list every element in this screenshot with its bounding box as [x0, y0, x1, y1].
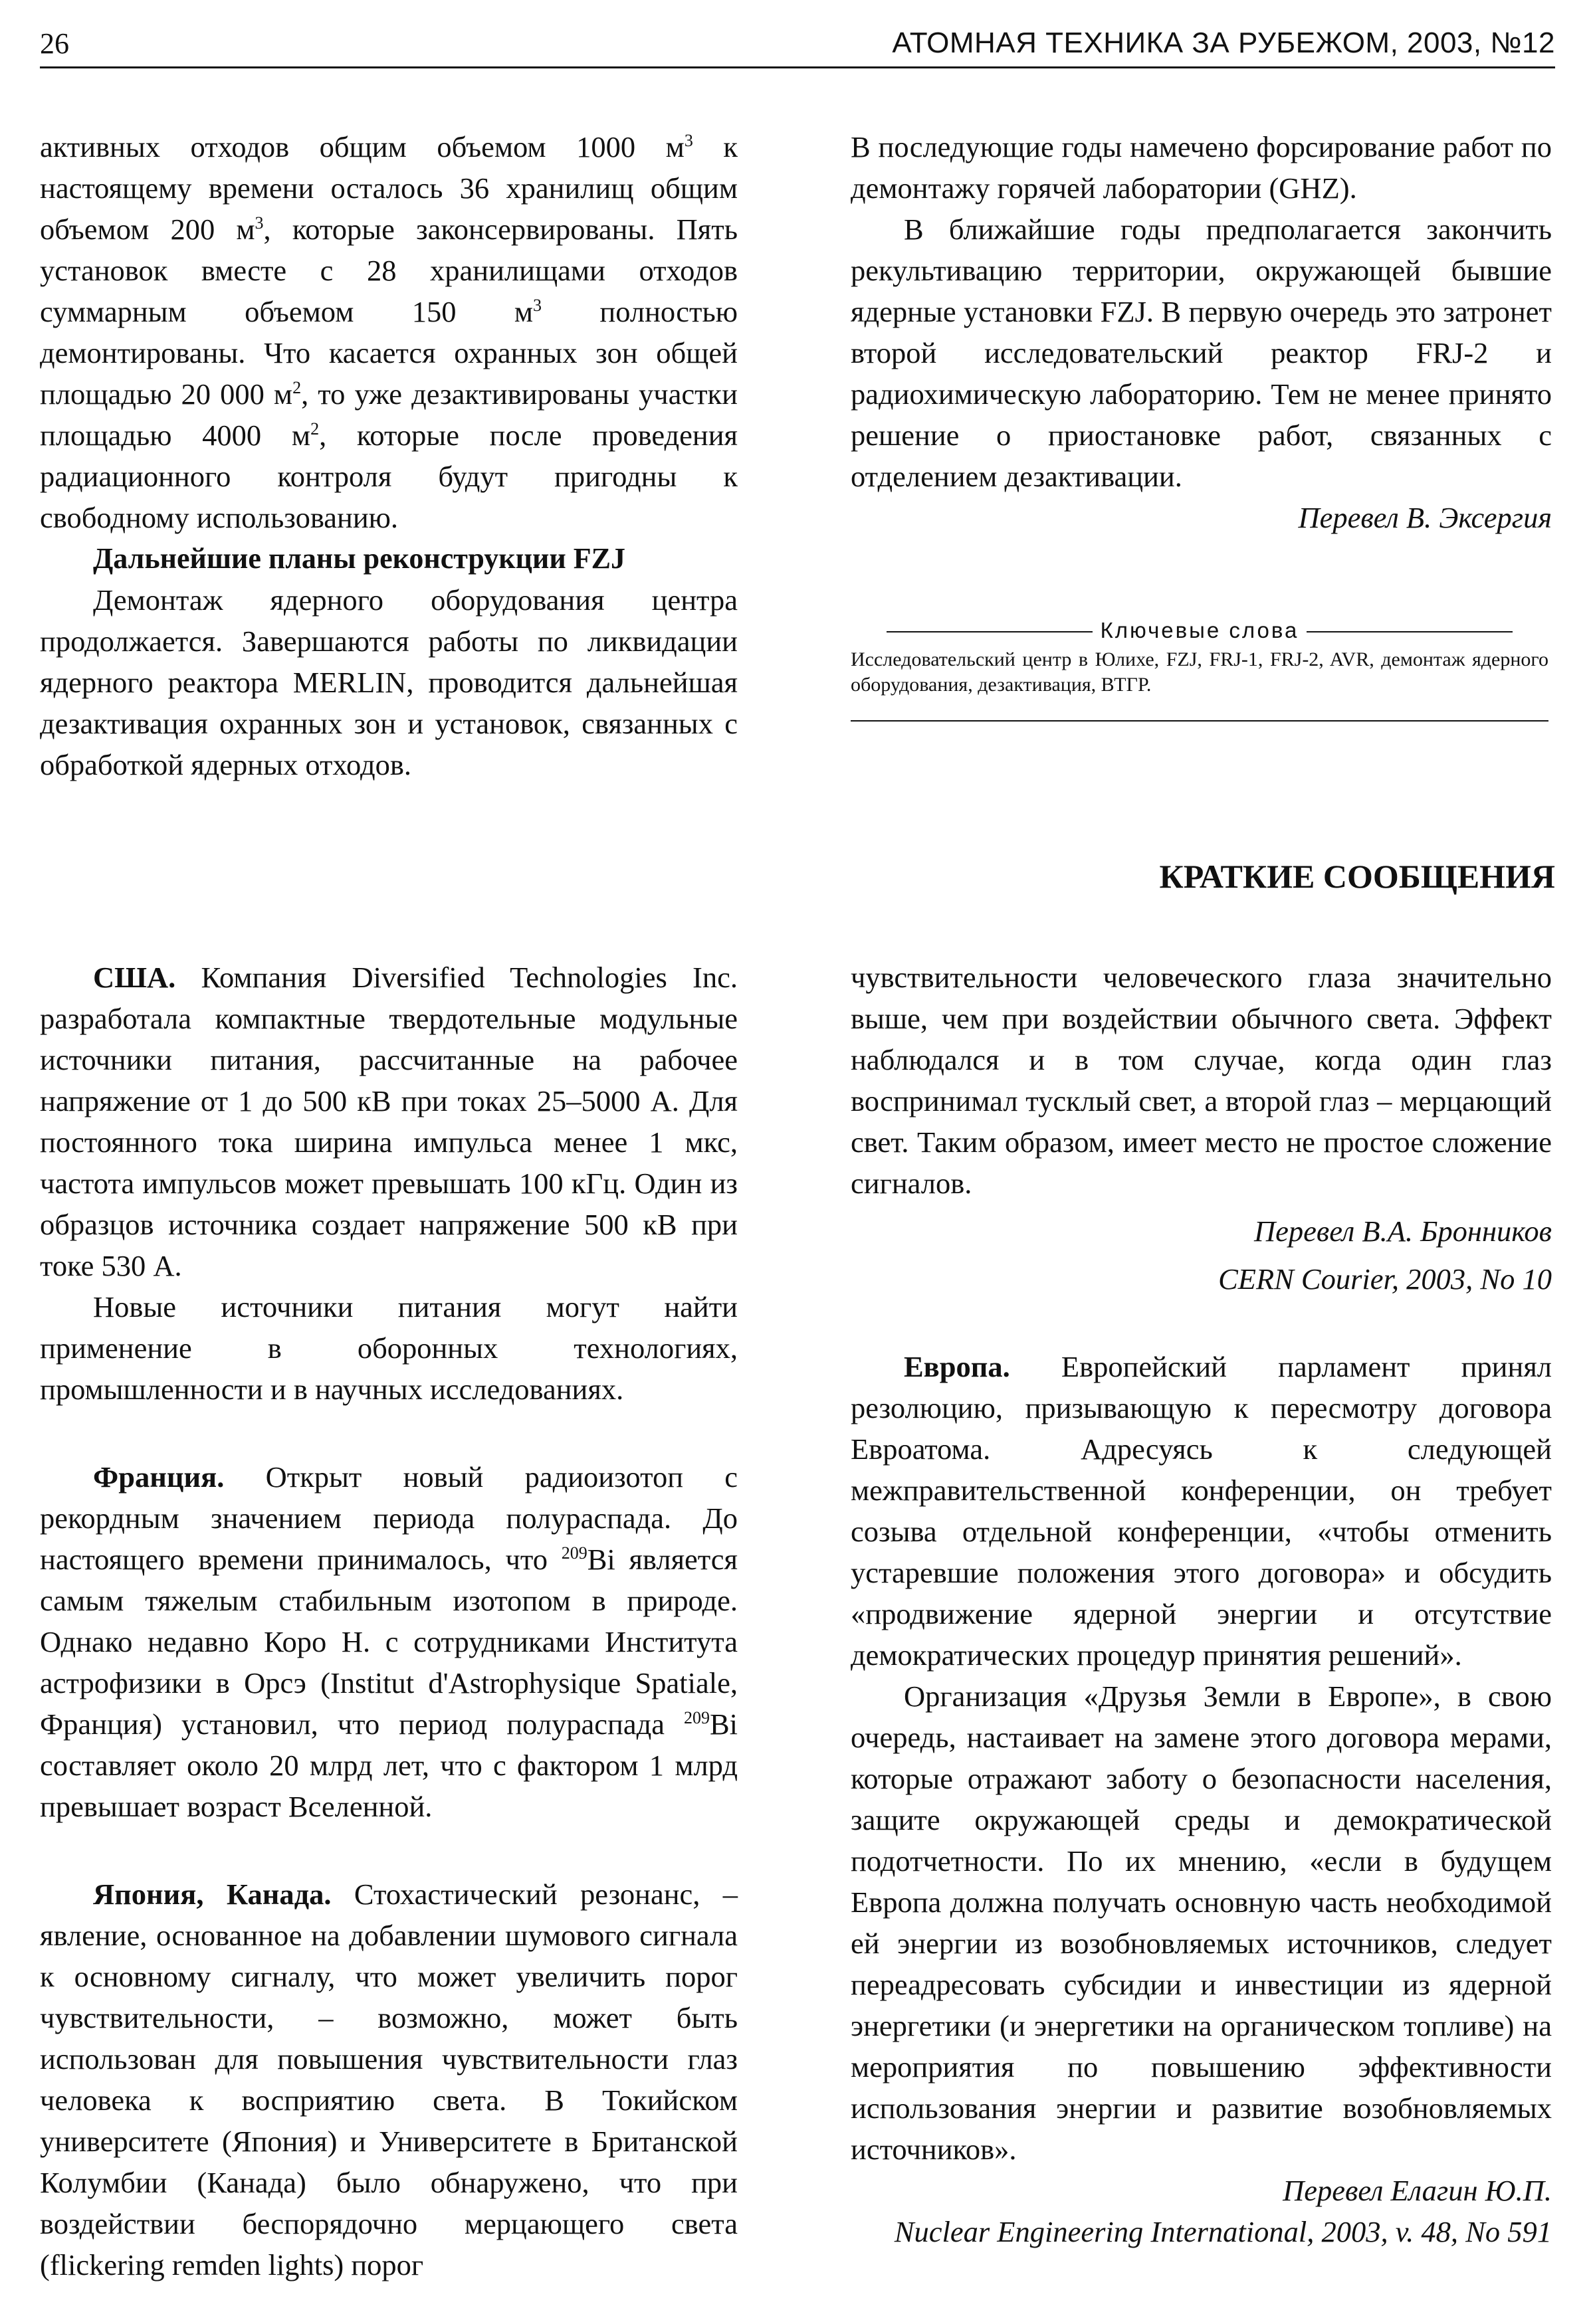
source-credit-2: Nuclear Engineering International, 2003, v. 48, No 591 [894, 2215, 1552, 2248]
section-title: КРАТКИЕ СООБЩЕНИЯ [1159, 858, 1555, 895]
right-top-paragraph-1: В последующие годы намечено форсирование работ по демонтажу горячей лаборатории (GHZ). [851, 130, 1552, 205]
europe-news: Европа. Европейский парламент принял резолюцию, призывающую к пересмотру договора Евроатома. Адресуясь к следующей межправительственной конференции, он требует созыва отдельной конференции, «чтобы отменить устаревшие положения этого договора» и обсудить «продвижение ядерной энергии и отсутствие демократических процедур принятия решений». [851, 1350, 1552, 1672]
source-credit-1: CERN Courier, 2003, No 10 [1218, 1262, 1552, 1296]
keywords-text: Исследовательский центр в Юлихе, FZJ, FRJ-1, FRJ-2, AVR, демонтаж ядерного оборудования, дезактивация, ВТГР. [851, 648, 1548, 696]
usa-news-continued: Новые источники питания могут найти применение в оборонных технологиях, промышленности и в научных исследованиях. [40, 1290, 738, 1406]
left-top-paragraph-1: активных отходов общим объемом 1000 $м^3$ к настоящему времени осталось 36 хранилищ общим объемом 200 $м^3$, которые законсервированы. Пять установок вместе с 28 хранилищами отходов суммарным объемом 150 $м^3$ полностью демонтированы. Что касается охранных зон общей площадью 20 000 $м^2$, то уже дезактивированы участки площадью 4000 $м^2$, которые после проведения радиационного контроля будут пригодны к свободному использованию. [40, 130, 738, 534]
page-header [40, 27, 1555, 68]
right-top-column [851, 126, 1552, 538]
page-number: 26 [40, 27, 69, 60]
europe-news-continued: Организация «Друзья Земли в Европе», в свою очередь, настаивает на замене этого договора мерами, которые отражают заботу о безопасности населения, защите окружающей среды и демократической подотчетности. По их мнению, «если в будущем Европа должна получать основную часть необходимой ей энергии из возобновляемых источников, следует переадресовать субсидии и инвестиции из ядерной энергетики (и энергетики на органическом топливе) на мероприятия по повышению эффективности использования энергии и развитие возобновляемых источников». [851, 1680, 1552, 2166]
france-news: Франция. Открыт новый радиоизотоп с рекордным значением периода полураспада. До настоящего времени принималось, что $^{209}$Bi является самым тяжелым стабильным изотопом в природе. Однако недавно Коро Н. с сотрудниками Института астрофизики в Орсэ (Institut d'Astrophysique Spatiale, Франция) установил, что период полураспада $^{209}$Bi составляет около 20 млрд лет, что с фактором 1 млрд превышает возраст Вселенной. [40, 1460, 738, 1823]
left-top-column [40, 126, 738, 785]
right-top-paragraph-2: В ближайшие годы предполагается закончить рекультивацию территории, окружающей бывшие ядерные установки FZJ. В первую очередь это затронет второй исследовательский реактор FRJ-2 и радиохимическую лабораторию. Тем не менее принято решение о приостановке работ, связанных с отделением дезактивации. [851, 213, 1552, 493]
right-bottom-column [851, 957, 1552, 2252]
japan-canada-news: Япония, Канада. Стохастический резонанс, – явление, основанное на добавлении шумового сигнала к основному сигналу, что может увеличить порог чувствительности, – возможно, может быть использован для повышения чувствительности глаз человека к восприятию света. В Токийском университете (Япония) и Университете в Британской Колумбии (Канада) было обнаружено, что при воздействии беспорядочно мерцающего света (flickering remden lights) порог [40, 1878, 738, 2281]
translator-credit-2: Перевел В.А. Бронников [1254, 1214, 1552, 1248]
translator-credit-3: Перевел Елагин Ю.П. [1283, 2174, 1552, 2207]
left-top-paragraph-2: Демонтаж ядерного оборудования центра продолжается. Завершаются работы по ликвидации ядерного реактора MERLIN, проводится дальнейшая дезактивация охранных зон и установок, связанных с обработкой ядерных отходов. [40, 583, 738, 781]
translator-credit-1: Перевел В. Эксергия [1298, 501, 1552, 534]
japan-news-continued: чувствительности человеческого глаза значительно выше, чем при воздействии обычного света. Эффект наблюдался и в том случае, когда один глаз воспринимал тусклый свет, а второй глаз – мерцающий свет. Таким образом, имеет место не простое сложение сигналов. [851, 961, 1552, 1200]
keywords-divider [851, 720, 1548, 722]
journal-title: АТОМНАЯ ТЕХНИКА ЗА РУБЕЖОМ, 2003, №12 [892, 27, 1555, 59]
subsection-heading: Дальнейшие планы реконструкции FZJ [93, 542, 625, 575]
keywords-title: Ключевые слова [851, 618, 1548, 643]
left-bottom-column [40, 957, 738, 2285]
usa-news: США. Компания Diversified Technologies Inc. разработала компактные твердотельные модульные источники питания, рассчитанные на рабочее напряжение от 1 до 500 кВ при токах 25–5000 А. Для постоянного тока ширина импульса менее 1 мкс, частота импульсов может превышать 100 кГц. Один из образцов источника создает напряжение 500 кВ при токе 530 А. [40, 961, 738, 1282]
keywords-block [851, 618, 1548, 722]
